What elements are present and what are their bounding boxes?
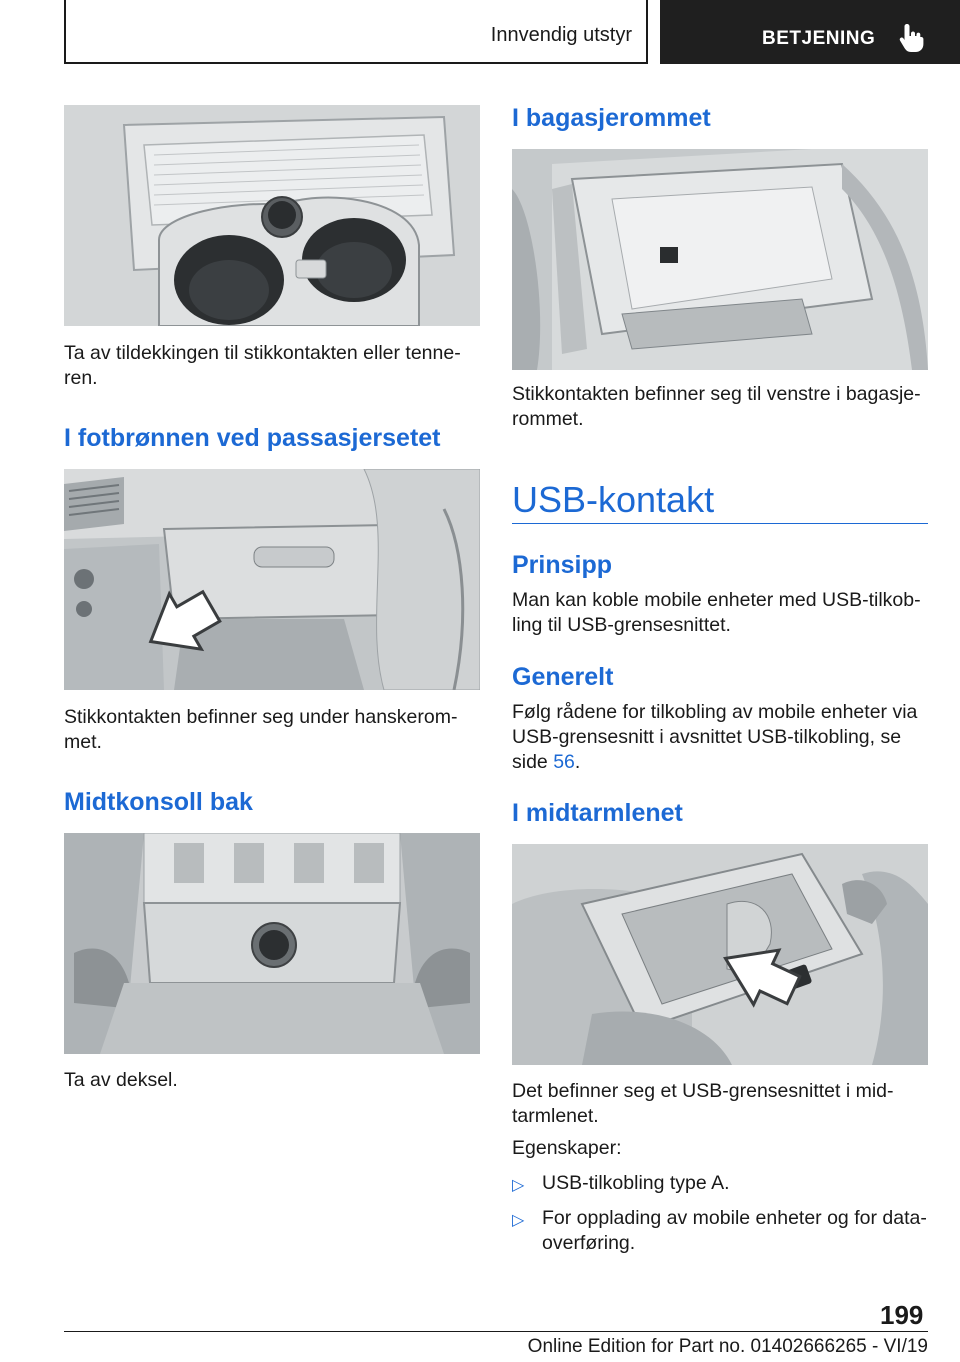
page-header [0,0,960,66]
edition-info: Online Edition for Part no. 01402666265 - VI/19 [527,1336,928,1357]
heading-center-armrest: I midtarmlenet [512,799,683,827]
properties-label: Egenskaper: [512,1137,622,1159]
caption-remove-lid: Ta av deksel. [64,1069,178,1091]
properties-list [512,1171,928,1266]
figure-center-armrest [512,844,928,1065]
caption-trunk-left: Stikkontakten befinner seg til venstre i bagasje-rommet. [512,383,921,430]
rear-console-illustration [64,833,480,1054]
caption-usb-armrest: Det befinner seg et USB-grensesnittet i mid-tarmlenet. [512,1080,894,1127]
heading-rear-center-console: Midtkonsoll bak [64,788,253,816]
hand-pointer-icon [896,22,926,54]
glovebox-illustration [64,469,480,690]
triangle-bullet-icon: ▷ [512,1177,525,1194]
section-title: Innvendig utstyr [490,24,632,46]
general-text-body: Følg rådene for tilkobling av mobile enheter via USB-grensesnitt i avsnittet USB-tilkobling, se side [512,701,918,773]
figure-rear-console [64,833,480,1054]
heading-principle: Prinsipp [512,551,613,579]
caption-remove-cover: Ta av tildekkingen til stikkontakten eller tenne-ren. [64,342,461,389]
cupholder-illustration [64,105,480,326]
section-tab [64,0,648,64]
page-reference-link[interactable]: 56 [553,751,575,773]
footer-rule [64,1331,928,1332]
chapter-tab [660,0,960,64]
caption-under-glovebox: Stikkontakten befinner seg under hanskerom-met. [64,706,458,753]
heading-rule [512,523,928,524]
principle-text: Man kan koble mobile enheter med USB-tilkob-ling til USB-grensesnittet. [512,589,921,636]
list-item-text: USB-tilkobling type A. [542,1172,730,1194]
trunk-illustration [512,149,928,370]
armrest-illustration [512,844,928,1065]
heading-general: Generelt [512,663,614,691]
heading-luggage-compartment: I bagasjerommet [512,104,711,132]
heading-passenger-footwell: I fotbrønnen ved passasjersetet [64,424,441,452]
triangle-bullet-icon: ▷ [512,1212,525,1229]
figure-glovebox-footwell [64,469,480,690]
list-item [512,1171,928,1196]
general-text-end: . [574,751,581,773]
general-text [512,700,928,775]
figure-trunk [512,149,928,370]
list-item [512,1206,928,1256]
chapter-title: BETJENING [762,28,876,49]
heading-usb-connection: USB-kontakt [512,479,715,520]
page-number: 199 [880,1300,924,1330]
figure-cupholder-console [64,105,480,326]
list-item-text: For opplading av mobile enheter og for data-overføring. [542,1207,927,1254]
